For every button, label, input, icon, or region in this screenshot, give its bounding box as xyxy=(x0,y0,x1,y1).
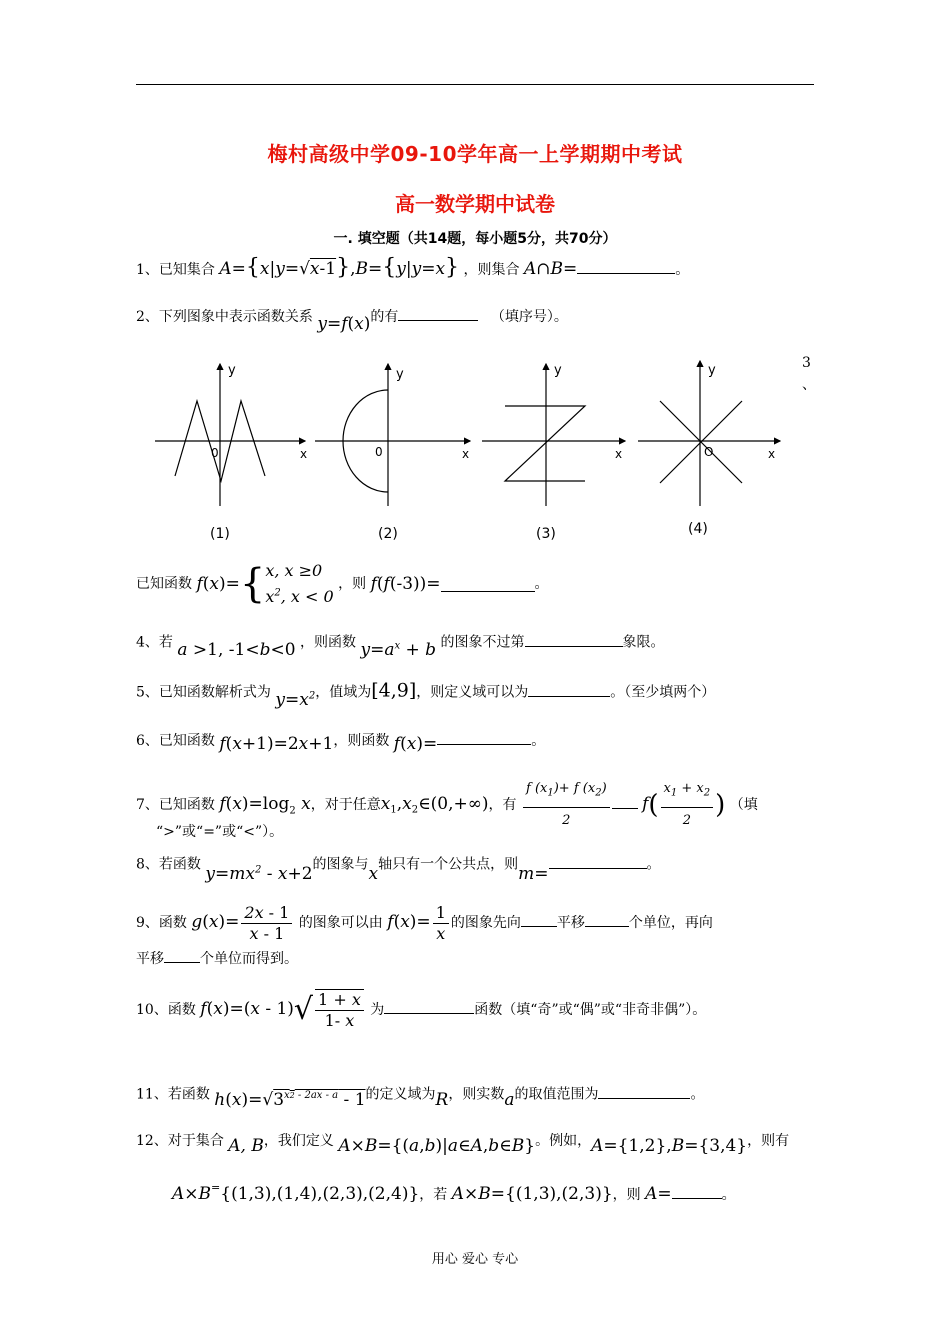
graph-2-label: (2) xyxy=(378,526,398,542)
q3-number: 3 、 xyxy=(802,355,816,393)
question-12: 12、对于集合 A, B，我们定义 A×B={(a,b)|a∈A,b∈B}。例如，A={1,2},B={3,4}，则有 xyxy=(136,1133,790,1156)
graph-2-x-label: x xyxy=(462,447,470,461)
q2-answer-blank[interactable] xyxy=(398,306,478,321)
q3-answer-blank[interactable] xyxy=(441,577,535,592)
question-9: 9、函数 g(x)= $\frac{2x - 1}{x - 1}$ 的图象可以由 f(x)= $\frac{1}{x}$ 的图象先向 平移 个单位，再向 xyxy=(136,902,713,943)
q8-answer-blank[interactable] xyxy=(549,854,647,869)
graph-4-y-label: y xyxy=(708,363,716,378)
exam-subtitle: 高一数学期中试卷 xyxy=(395,192,555,216)
question-5: 5、已知函数解析式为 $y=x^2$，值域为[4,9]，则定义域可以为 。（至少填两个） xyxy=(136,679,716,710)
graph-4 xyxy=(638,361,780,537)
graph-4-origin: O xyxy=(704,445,714,459)
q6-answer-blank[interactable] xyxy=(437,730,531,745)
header-rule xyxy=(136,84,814,85)
q5-answer-blank[interactable] xyxy=(528,682,610,697)
question-2: 2、下列图象中表示函数关系 y=f(x)的有 （填序号）。 xyxy=(136,306,568,327)
graph-3 xyxy=(482,363,625,542)
graph-1 xyxy=(155,363,307,542)
function-graphs xyxy=(150,356,790,556)
q1-answer-blank[interactable] xyxy=(577,259,675,274)
question-11: 11、若函数 $h(x)=√3^{x2 - 2ax - a} - 1$的定义域为R，则实数a的取值范围为 。 xyxy=(136,1080,704,1105)
question-7: 7、已知函数 $f(x)=\log_2$ x，对于任意$x_1,x_2\in(0,+\infty)$，有 $\frac{f (x_1)+ f (x_2)}{2}$ f( $\frac{x_1 + x_2}{2}$ ) （填 xyxy=(136,776,758,834)
q12-answer-blank[interactable] xyxy=(672,1184,722,1199)
graph-1-label: (1) xyxy=(210,526,230,542)
q1-set-a: A xyxy=(219,259,232,279)
q7-answer-blank[interactable] xyxy=(612,794,638,809)
question-7-line2: “>”或“=”或“<”）。 xyxy=(156,824,284,840)
question-8: 8、若函数 $y=mx^2 - x+2$的图象与x轴只有一个公共点，则m= 。 xyxy=(136,850,661,875)
section-heading: 一. 填空题（共14题，每小题5分，共70分） xyxy=(333,231,617,247)
question-6: 6、已知函数 f(x+1)=2x+1，则函数 f(x)= 。 xyxy=(136,730,545,751)
q9-units-blank-1[interactable] xyxy=(585,912,629,927)
graph-1-origin: 0 xyxy=(211,446,219,460)
exam-title: 梅村高级中学09-10学年高一上学期期中考试 xyxy=(267,142,683,166)
question-1: 1、已知集合 A={x|y=√x-1},B={y|y=x} ，则集合 A∩B= 。 xyxy=(136,255,690,280)
graph-1-x-label: x xyxy=(300,447,308,461)
question-10: 10、函数 f(x)=(x - 1)√ $\frac{1 + x}{1- x}$ 为 函数（填“奇”或“偶”或“非奇非偶”）。 xyxy=(136,990,707,1030)
q9-direction-blank-1[interactable] xyxy=(521,912,557,927)
graph-2 xyxy=(315,364,470,542)
graph-3-x-label: x xyxy=(615,447,623,461)
graph-3-y-label: y xyxy=(554,363,562,378)
question-4: 4、若 a >1, -1<b<0 ，则函数 $y=a^x + b$ 的图象不过第 象限。 xyxy=(136,628,665,653)
page-footer: 用心 爱心 专心 xyxy=(431,1252,519,1267)
graph-1-y-label: y xyxy=(228,363,236,378)
graph-3-label: (3) xyxy=(536,526,556,542)
graph-2-y-label: y xyxy=(396,367,404,382)
graph-4-label: (4) xyxy=(688,521,708,537)
q10-answer-blank[interactable] xyxy=(384,999,474,1014)
question-12-line2: A×B={(1,3),(1,4),(2,3),(2,4)}，若 A×B={(1,3),(2,3)}，则 A= 。 xyxy=(172,1181,736,1204)
question-9-line2: 平移 个单位而得到。 xyxy=(136,948,298,969)
q4-answer-blank[interactable] xyxy=(525,632,623,647)
graph-4-x-label: x xyxy=(768,447,776,461)
graph-2-origin: 0 xyxy=(375,445,383,459)
question-3: 已知函数 f(x)={x, x ≥0 $x^2$, x < 0 ，则 f(f(-3))= 。 xyxy=(136,561,549,607)
q11-answer-blank[interactable] xyxy=(598,1084,690,1099)
q9-units-blank-2[interactable] xyxy=(164,948,200,963)
